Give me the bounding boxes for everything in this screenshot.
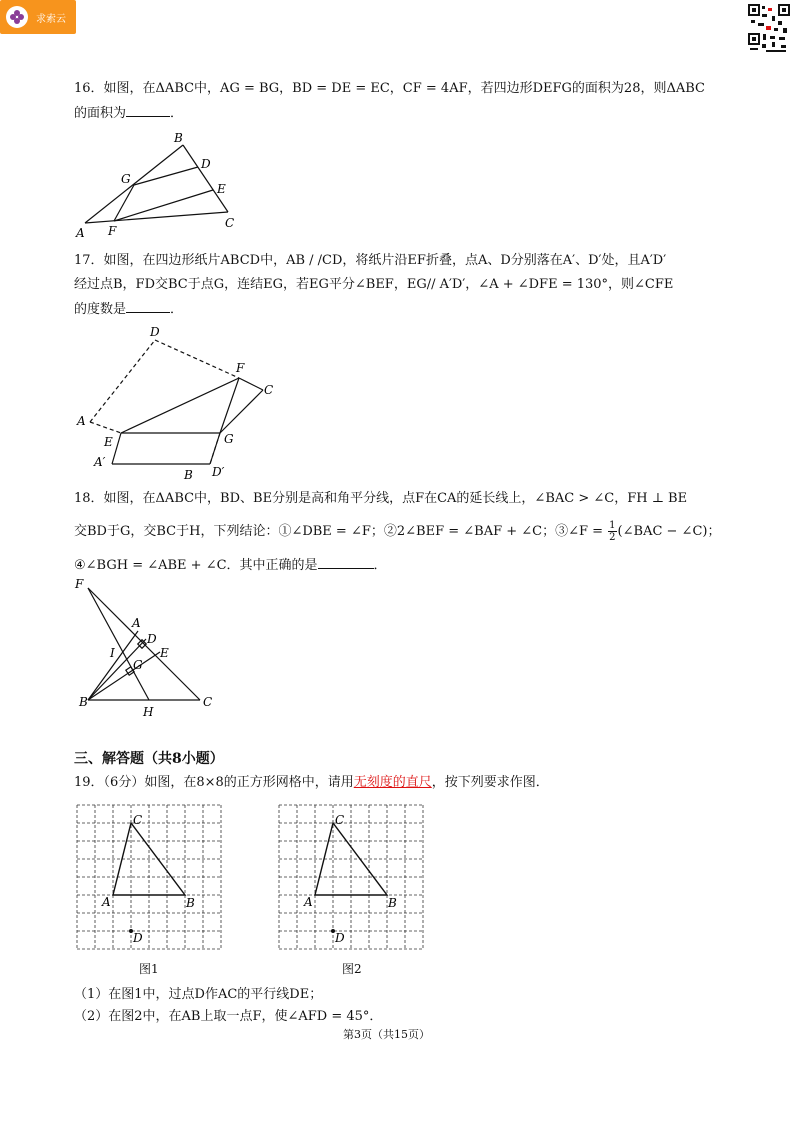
q18-label-H: H [143,705,154,719]
q18-line3 [74,556,387,575]
q17-label-B: B [184,468,193,482]
q18-label-A: A [132,616,141,630]
q16-label-F: F [108,224,117,238]
q18-fraction-num: 1 [609,520,616,531]
q18-figure [70,574,230,722]
q16-line2 [74,104,183,123]
q17-label-A-prime: A′ [94,455,106,469]
q18-label-I: I [110,646,115,660]
q17-edge-D1G [210,433,220,464]
label-A: A [102,895,111,909]
q17-label-D-prime: D′ [212,465,225,479]
q19-fig1-caption: 图1 [139,962,159,976]
q16-label-D: D [201,157,211,171]
q17-label-E: E [104,435,113,449]
q18-label-C: C [203,695,213,709]
q16-answer-blank[interactable] [126,104,170,117]
q18-line3-prefix: ④∠BGH = ∠ABE + ∠C．其中正确的是 [74,558,318,573]
q18-line2 [74,520,720,543]
page-footer: 第3页（共15页） [343,1028,430,1041]
q18-line2-suffix: (∠BAC − ∠C)； [617,524,721,539]
q17-line3-prefix: 的度数是 [74,302,127,317]
q17-line1: 17．如图，在四边形纸片ABCD中，AB / /CD，将纸片沿EF折叠，点A、D分别落在A′、D′处，且A′D′ [74,253,667,268]
q18-line3-suffix: ． [373,558,387,573]
q16-line2-prefix: 的面积为 [74,106,127,121]
q18-label-E: E [160,646,169,660]
q17-label-G: G [224,432,234,446]
q18-label-F: F [75,577,84,591]
q19-intro-prefix: 19．（6分）如图，在8×8的正方形网格中，请用 [74,775,354,790]
q16-label-C: C [225,216,235,230]
q17-edge-CG [220,390,263,433]
q17-edge-AE [90,422,121,433]
q16-label-A: A [76,226,85,240]
label-D: D [335,931,345,945]
q17-edge-DF [155,340,239,378]
q19-part1: （1）在图1中，过点D作AC的平行线DE； [74,987,323,1002]
q16-edge-AB [85,145,183,223]
q17-label-F: F [236,361,245,375]
qr-code-icon[interactable] [748,4,790,54]
q17-edge-FC [239,378,263,390]
brand-logo [0,0,76,34]
q16-line1: 16．如图，在ΔABC中，AG = BG，BD = DE = EC，CF = 4AF，若四边形DEFG的面积为28，则ΔABC [74,81,705,96]
flower-logo-icon [6,6,28,28]
q18-line1: 18．如图，在ΔABC中，BD、BE分别是高和角平分线，点F在CA的延长线上，∠BAC > ∠C，FH ⊥ BE [74,491,688,506]
q18-label-D: D [147,632,157,646]
q17-edge-EF [121,378,239,433]
q18-fraction [608,520,616,543]
q17-figure [70,322,290,484]
q17-edge-EA1 [112,433,121,464]
logo-text: 求索云 [36,13,66,25]
label-B: B [388,896,397,910]
q18-label-G: G [133,658,143,672]
q19-intro-highlight: 无刻度的直尺 [353,775,432,790]
q16-line2-suffix: ． [170,106,184,121]
q17-label-C: C [264,383,274,397]
q16-label-G: G [121,172,131,186]
q17-answer-blank[interactable] [126,300,170,313]
q17-label-A: A [77,414,86,428]
q18-line-BE [88,652,160,700]
q18-line-FH [88,588,149,700]
label-C: C [133,813,143,827]
q17-line2: 经过点B，FD交BC于点G，连结EG，若EG平分∠BEF，EG// A′D′，∠A + ∠DFE = 130°，则∠CFE [74,277,674,292]
q19-intro-suffix: ，按下列要求作图． [431,775,549,790]
label-C: C [335,813,345,827]
q16-edge-AC [85,212,228,223]
q19-figure-2 [278,804,424,950]
q18-answer-blank[interactable] [318,556,374,569]
q19-intro [74,774,549,792]
label-B: B [186,896,195,910]
q17-edge-GF [220,378,239,433]
label-D: D [133,931,143,945]
q17-line3 [74,300,183,319]
q19-fig2-caption: 图2 [342,962,362,976]
q16-label-E: E [217,182,226,196]
q19-part2: （2）在图2中，在AB上取一点F，使∠AFD = 45°． [74,1009,383,1024]
q16-label-B: B [174,131,183,145]
q16-edge-BC [183,145,228,212]
q18-line2-prefix: 交BD于G，交BC于H，下列结论：①∠DBE = ∠F；②2∠BEF = ∠BAF + ∠C；③∠F = [74,524,608,539]
q17-line3-suffix: ． [170,302,184,317]
q18-label-B: B [79,695,88,709]
q17-label-D: D [150,325,160,339]
q17-edge-AD [90,340,155,422]
q19-figure-1 [76,804,222,950]
label-A: A [304,895,313,909]
section3-title: 三、解答题（共8小题） [74,751,224,767]
q18-fraction-den: 2 [609,532,616,543]
q16-figure [70,126,250,242]
